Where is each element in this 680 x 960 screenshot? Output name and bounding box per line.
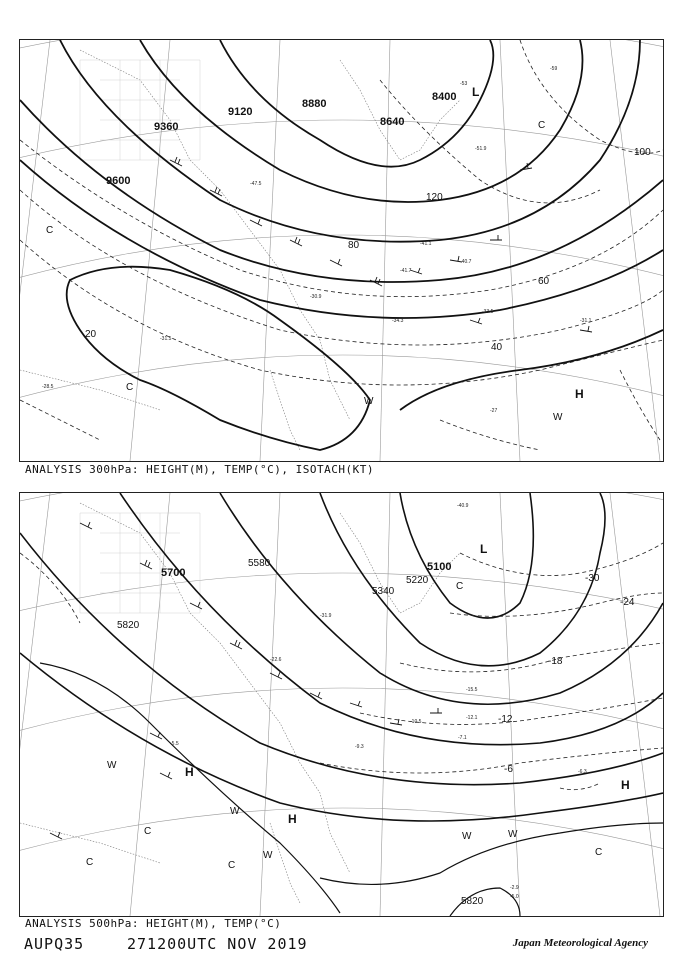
isotherm-label: -12 xyxy=(498,714,513,725)
temperature-label: -34.3 xyxy=(392,318,404,324)
temperature-label: -59 xyxy=(550,66,558,72)
high-center-symbol: H xyxy=(185,765,194,779)
cold-center-symbol: C xyxy=(86,857,94,868)
isotherm-label: -24 xyxy=(620,597,635,608)
chart-300hpa-map xyxy=(20,40,663,461)
height-label: 5100 xyxy=(427,561,452,573)
height-label: 5340 xyxy=(372,586,395,597)
temperature-label: -41.1 xyxy=(420,241,432,247)
cold-center-symbol: C xyxy=(538,120,546,131)
height-label: 5820 xyxy=(461,896,484,907)
pressure-centers-500 xyxy=(86,542,630,871)
station-value: -6.3 xyxy=(578,769,587,775)
warm-center-symbol: W xyxy=(508,829,518,840)
isotach-label: 80 xyxy=(348,240,360,251)
graticule-300 xyxy=(20,40,663,461)
height-label: 9120 xyxy=(228,106,253,118)
warm-center-symbol: W xyxy=(107,760,117,771)
cold-center-symbol: C xyxy=(144,826,152,837)
height-label: 8400 xyxy=(432,91,457,103)
temperature-label: -41.7 xyxy=(400,268,412,274)
high-center-symbol: H xyxy=(575,387,584,401)
temperature-label: -28.5 xyxy=(42,384,54,390)
cold-center-symbol: C xyxy=(126,382,134,393)
graticule-500 xyxy=(20,493,663,916)
station-value: -15.5 xyxy=(466,687,478,693)
isotherm-lines-500 xyxy=(20,543,663,790)
temperature-label: -31.5 xyxy=(160,336,172,342)
height-label: 9600 xyxy=(106,175,131,187)
warm-center-symbol: W xyxy=(462,831,472,842)
chart-identifier: AUPQ35 xyxy=(24,935,85,953)
warm-center-symbol: W xyxy=(230,806,240,817)
station-value: -9.3 xyxy=(355,744,364,750)
temperature-label: -31.1 xyxy=(580,318,592,324)
isotach-label: 100 xyxy=(634,147,651,158)
closed-contours-300 xyxy=(67,267,663,450)
isotach-label: 40 xyxy=(491,342,503,353)
height-label: 5700 xyxy=(161,567,186,579)
temperature-label: -33.5 xyxy=(482,309,494,315)
chart-300hpa-caption: ANALYSIS 300hPa: HEIGHT(M), TEMP(°C), ISOTACH(KT) xyxy=(25,463,375,476)
chart-500hpa-caption: ANALYSIS 500hPa: HEIGHT(M), TEMP(°C) xyxy=(25,917,282,930)
station-value: -5.5 xyxy=(170,741,179,747)
height-label: 5820 xyxy=(117,620,140,631)
agency-name: Japan Meteorological Agency xyxy=(512,937,648,949)
valid-time: 271200UTC NOV 2019 xyxy=(127,935,308,953)
height-label: 8880 xyxy=(302,98,327,110)
low-center-symbol: L xyxy=(472,85,480,99)
isotach-label: 120 xyxy=(426,192,443,203)
station-value: -12.1 xyxy=(466,715,478,721)
temperature-label: -47.5 xyxy=(250,181,262,187)
height-label: 5220 xyxy=(406,575,429,586)
isotherm-label: -6 xyxy=(504,764,513,775)
terrain-shading-300 xyxy=(80,60,200,160)
height-label: 8640 xyxy=(380,116,405,128)
cold-center-symbol: C xyxy=(228,860,236,871)
isotherm-label: -30 xyxy=(585,573,600,584)
chart-500hpa-panel xyxy=(19,492,664,917)
isotherm-label: -18 xyxy=(548,656,563,667)
station-value: -7.1 xyxy=(458,735,467,741)
temperature-label: -27 xyxy=(490,408,498,414)
station-value: -40.9 xyxy=(457,503,469,509)
station-value: -31.9 xyxy=(320,613,332,619)
isotach-labels-300 xyxy=(85,147,651,353)
temperature-label: -51.9 xyxy=(475,146,487,152)
station-value: -5.0 xyxy=(510,894,519,900)
warm-center-symbol: W xyxy=(364,396,374,407)
low-center-symbol: L xyxy=(480,542,488,556)
height-labels-300 xyxy=(106,91,456,187)
cold-center-symbol: C xyxy=(456,581,464,592)
high-center-symbol: H xyxy=(288,812,297,826)
wind-barbs-300 xyxy=(170,157,592,332)
warm-center-symbol: W xyxy=(553,412,563,423)
temperature-labels-300 xyxy=(42,66,592,414)
height-label: 5580 xyxy=(248,558,271,569)
temperature-label: -53 xyxy=(460,81,468,87)
station-value: -22.6 xyxy=(270,657,282,663)
station-value: -2.9 xyxy=(510,885,519,891)
isotach-label: 20 xyxy=(85,329,97,340)
isotach-label: 60 xyxy=(538,276,550,287)
cold-center-symbol: C xyxy=(595,847,603,858)
temperature-label: -40.7 xyxy=(460,259,472,265)
warm-center-symbol: W xyxy=(263,850,273,861)
temperature-label: -30.9 xyxy=(310,294,322,300)
chart-500hpa-map xyxy=(20,493,663,916)
high-center-symbol: H xyxy=(621,778,630,792)
cold-center-symbol: C xyxy=(46,225,54,236)
height-labels-500 xyxy=(117,558,484,907)
height-label: 9360 xyxy=(154,121,179,133)
chart-300hpa-panel xyxy=(19,39,664,462)
station-value: -10.5 xyxy=(410,719,422,725)
